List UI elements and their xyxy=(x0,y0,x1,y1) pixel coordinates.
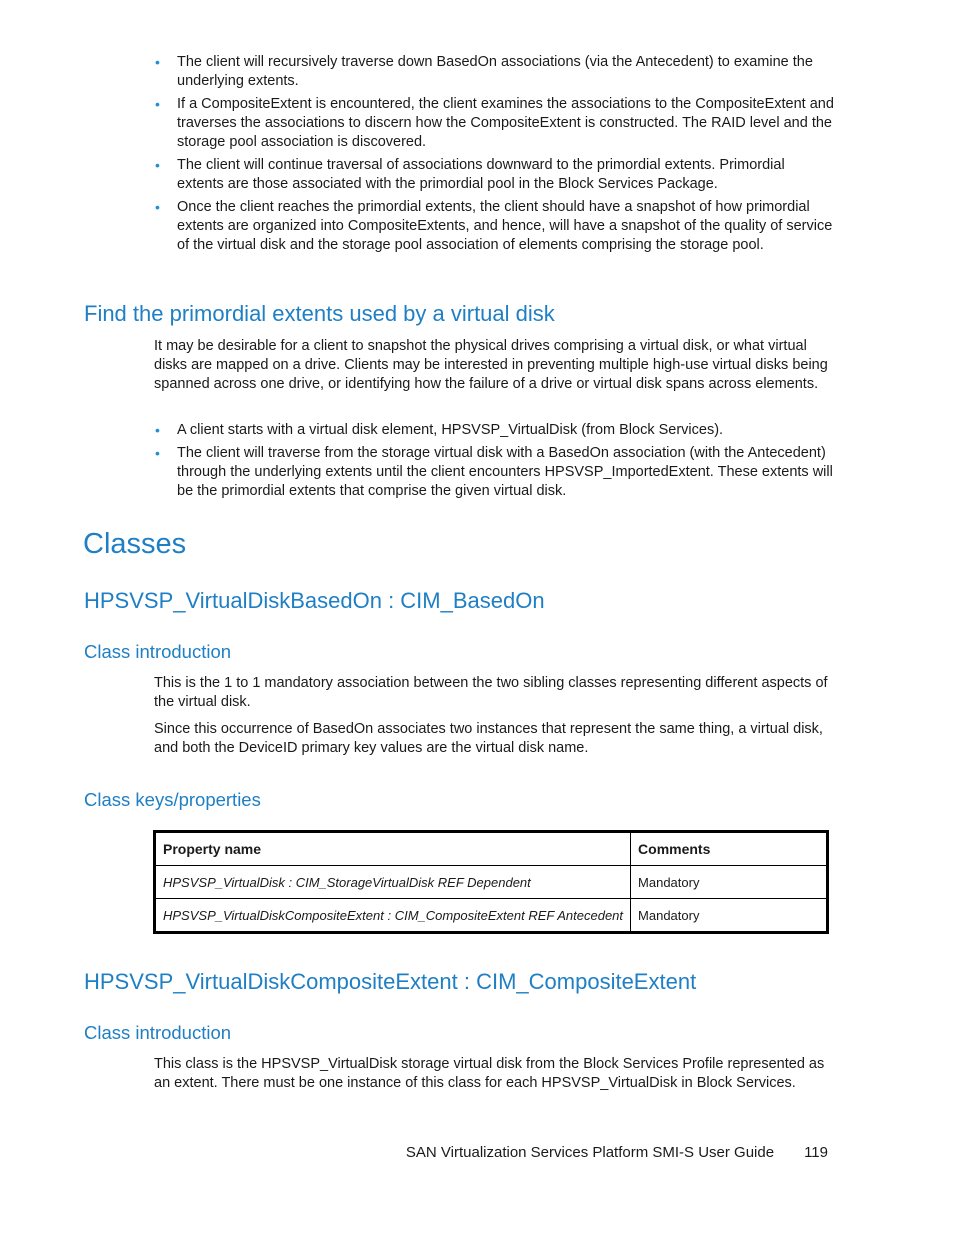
traversal-bullet-list xyxy=(155,53,835,259)
section-heading-find-primordial-extents: Find the primordial extents used by a virtual disk xyxy=(84,301,555,326)
class-properties-table xyxy=(153,830,829,934)
property-name-cell: HPSVSP_VirtualDisk : CIM_StorageVirtualDisk REF Dependent xyxy=(155,866,631,899)
page-footer xyxy=(406,1143,828,1163)
comments-cell: Mandatory xyxy=(631,866,828,899)
class-heading-virtualdiskcompositeextent: HPSVSP_VirtualDiskCompositeExtent : CIM_CompositeExtent xyxy=(84,969,697,994)
table-header-row xyxy=(155,832,828,866)
class-introduction-paragraph: Since this occurrence of BasedOn associates two instances that represent the same thing, a virtual disk, and both the DeviceID primary key values are the virtual disk name. xyxy=(154,721,823,756)
class-introduction-heading: Class introduction xyxy=(84,641,232,662)
bullet-item: • The client will recursively traverse down BasedOn associations (via the Antecedent) to examine the underlying extents. xyxy=(155,53,835,91)
bullet-item: • If a CompositeExtent is encountered, the client examines the associations to the CompositeExtent and traverses the associations to discern how the CompositeExtent is constructed. The RAID level and the storage pool association is discovered. xyxy=(155,95,835,152)
bullet-item: • The client will continue traversal of associations downward to the primordial extents. Primordial extents are those associated with the primordial pool in the Block Services Package. xyxy=(155,156,835,194)
find-primordial-bullet-list xyxy=(155,421,835,505)
comments-cell: Mandatory xyxy=(631,899,828,933)
table-row xyxy=(155,866,828,899)
page-number: 119 xyxy=(804,1144,828,1161)
classes-heading: Classes xyxy=(83,528,187,560)
bullet-item: • Once the client reaches the primordial extents, the client should have a snapshot of how primordial extents are organized into CompositeExtents, and hence, will have a snapshot of the quality of service of the virtual disk and the storage pool association of elements comprising the storage pool. xyxy=(155,198,835,255)
bullet-item: • The client will traverse from the storage virtual disk with a BasedOn association (with the Antecedent) through the underlying extents until the client encounters HPSVSP_ImportedExtent. These extents will be the primordial extents that comprise the given virtual disk. xyxy=(155,444,835,501)
column-header-comments: Comments xyxy=(631,832,828,866)
class-introduction-paragraph: This is the 1 to 1 mandatory association between the two sibling classes representing different aspects of the virtual disk. xyxy=(154,675,828,710)
footer-guide-title: SAN Virtualization Services Platform SMI-S User Guide xyxy=(405,1144,775,1161)
class-heading-virtualdiskbasedon: HPSVSP_VirtualDiskBasedOn : CIM_BasedOn xyxy=(84,588,545,613)
column-header-property-name: Property name xyxy=(155,832,631,866)
table-row xyxy=(155,899,828,933)
find-primordial-paragraph: It may be desirable for a client to snapshot the physical drives comprising a virtual disk, or what virtual disks are mapped on a drive. Clients may be interested in preventing multiple high-use virtual disks being spanned across one drive, or identifying how the failure of a drive or virtual disk spans across elements. xyxy=(154,338,828,392)
class-introduction-heading: Class introduction xyxy=(84,1022,232,1043)
property-name-cell: HPSVSP_VirtualDiskCompositeExtent : CIM_CompositeExtent REF Antecedent xyxy=(155,899,631,933)
bullet-item: • A client starts with a virtual disk element, HPSVSP_VirtualDisk (from Block Services). xyxy=(155,421,835,440)
class-keys-properties-heading: Class keys/properties xyxy=(84,789,261,810)
class-introduction-paragraph: This class is the HPSVSP_VirtualDisk storage virtual disk from the Block Services Profile represented as an extent. There must be one instance of this class for each HPSVSP_VirtualDisk in Block Services. xyxy=(154,1056,825,1091)
